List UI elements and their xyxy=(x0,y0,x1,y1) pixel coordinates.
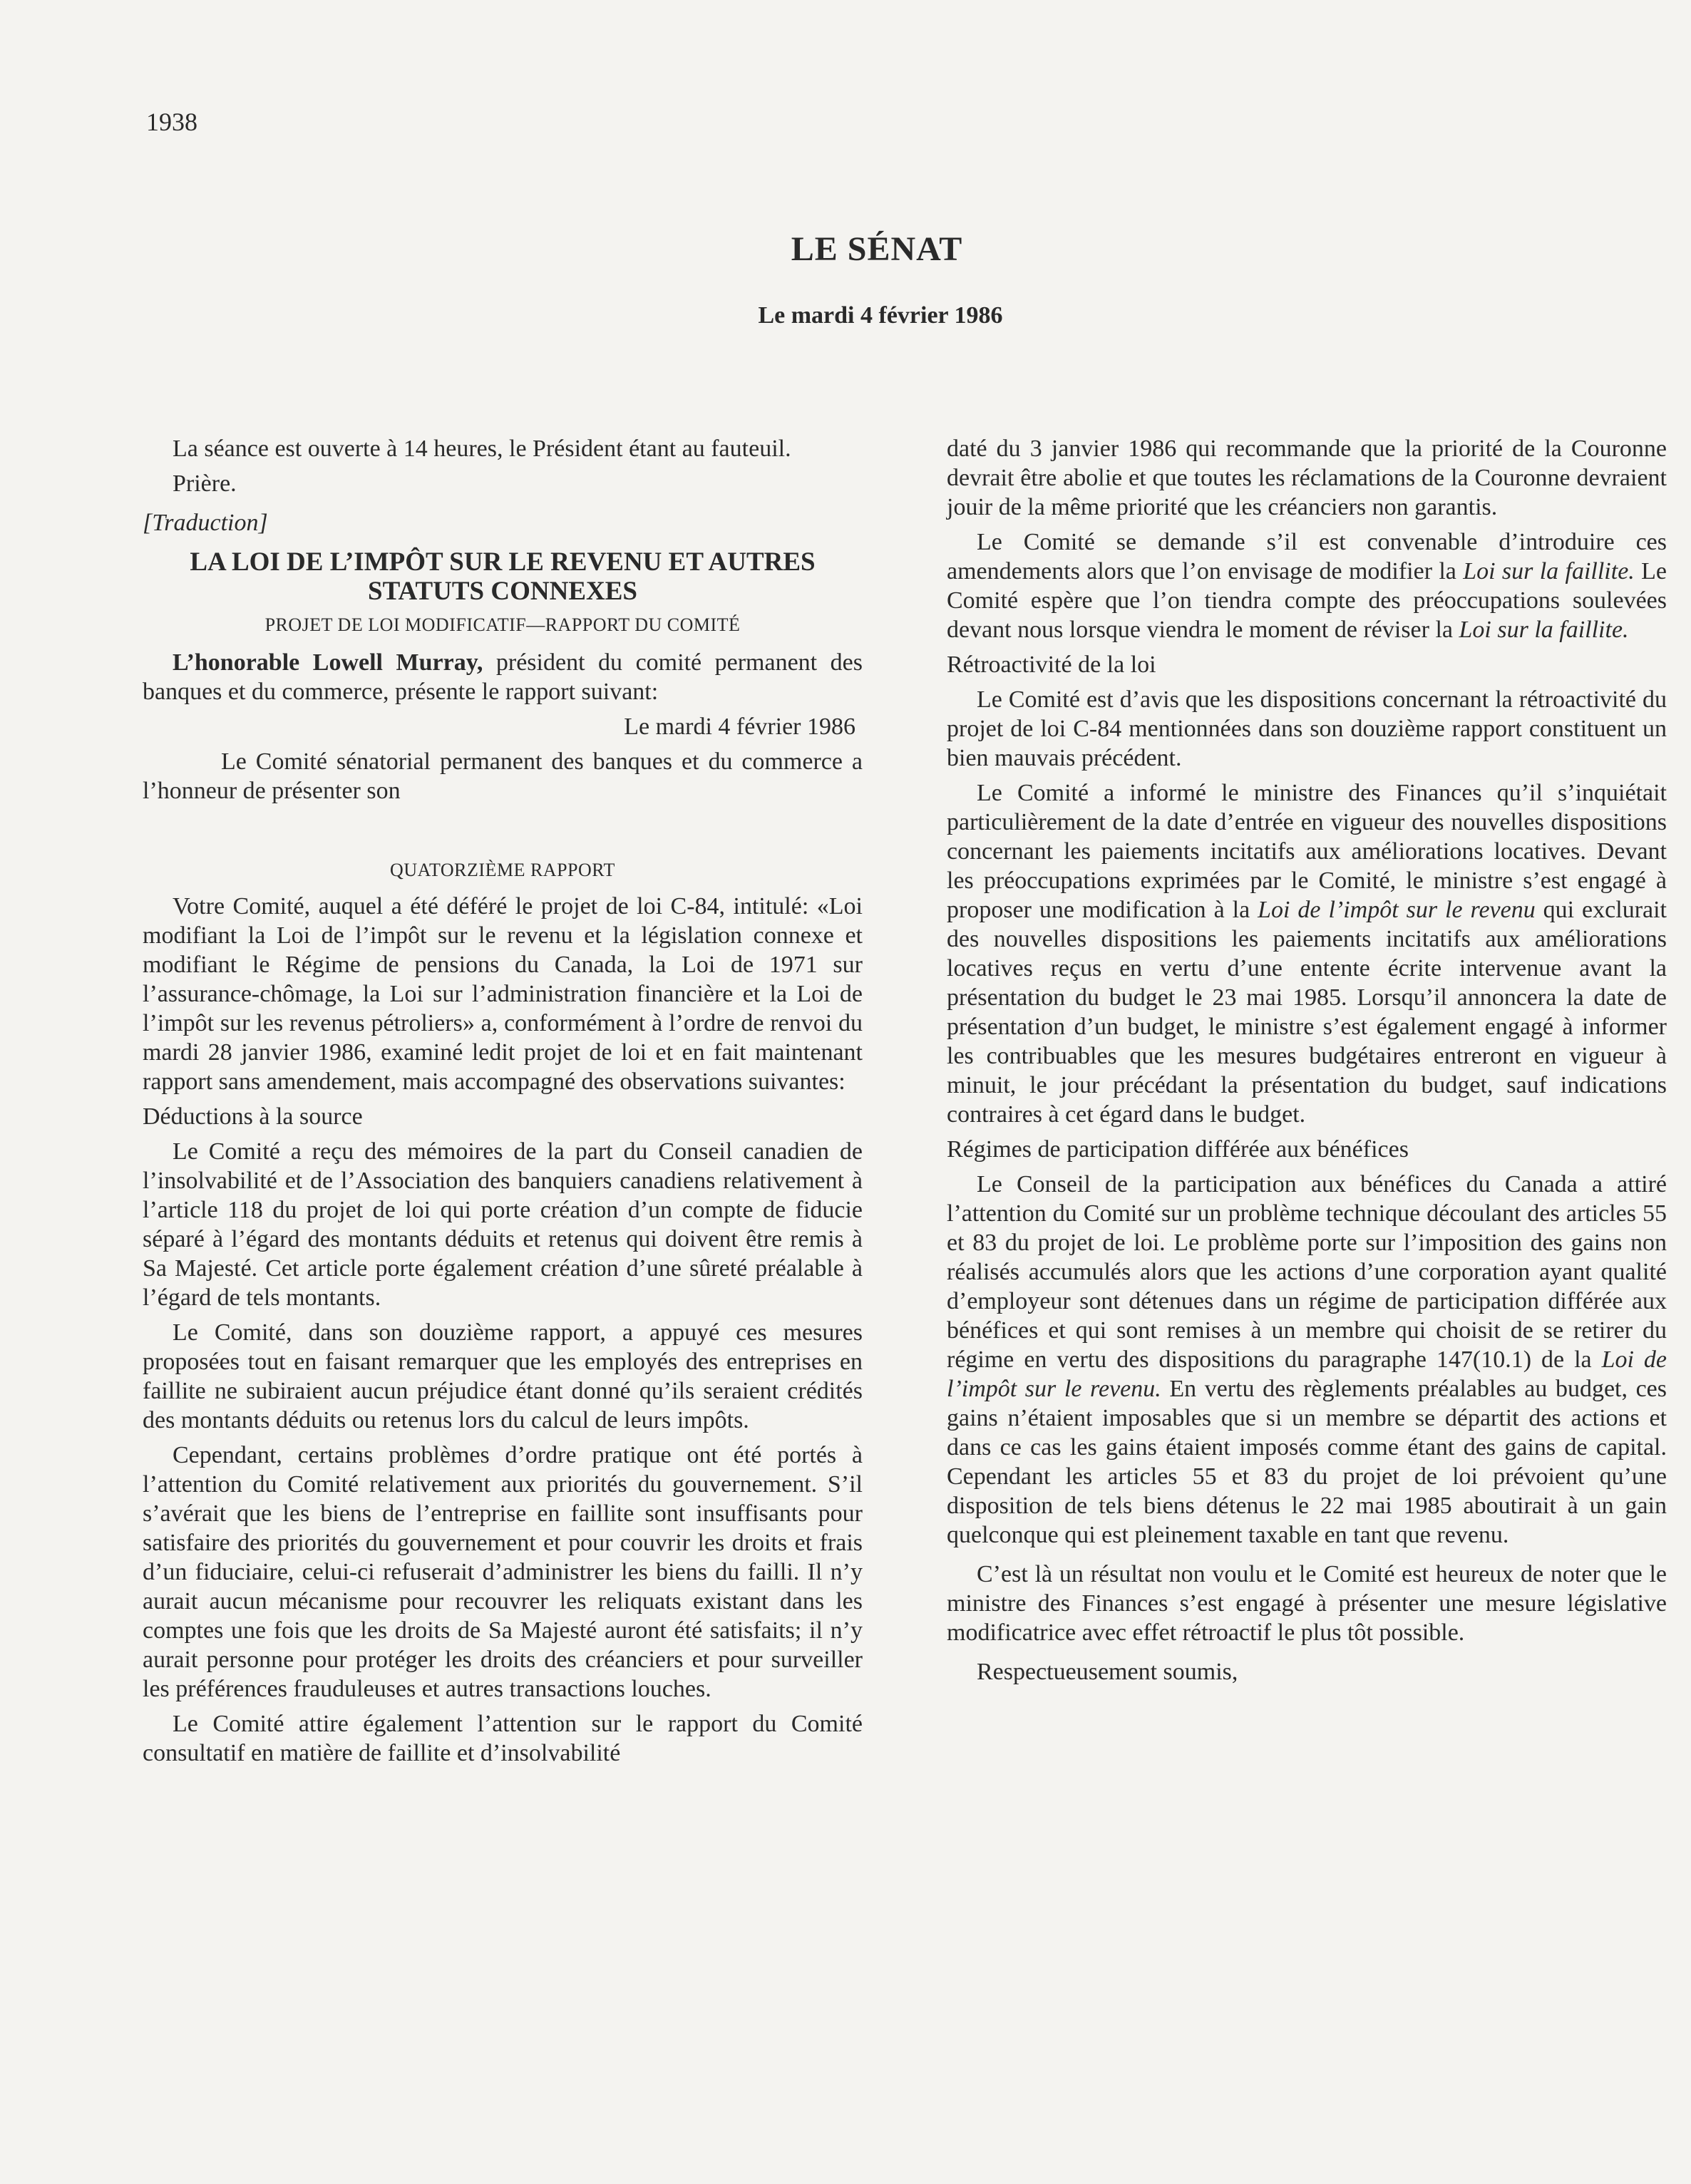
p10-text-a: Le Conseil de la participation aux bénéfices du Canada a attiré l’attention du Comité sur un problème technique découlant des articles 55 et 83 du projet de loi. Le problème porte sur l’imposition des gains non réalisés accumulés alors que les actions d’une corporation ayant qualité d’employeur sont détenues dans un régime de participation différée aux bénéfices et qui sont remises à un membre qui choisit de se retirer du régime en vertu des dispositions du paragraphe 147(10.1) de la xyxy=(947,1171,1667,1373)
p7-text-a: Le Comité se demande s’il est convenable d’introduire ces amendements alors que l’on envisage de modifier la xyxy=(947,529,1667,584)
opening-paragraph: La séance est ouverte à 14 heures, le Président étant au fauteuil. xyxy=(173,436,791,462)
left-column xyxy=(143,434,863,1773)
closing: Respectueusement soumis, xyxy=(977,1659,1238,1685)
report-date: Le mardi 4 février 1986 xyxy=(624,714,855,740)
speaker-name: L’honorable Lowell Murray, xyxy=(173,649,483,676)
subheading-deductions: Déductions à la source xyxy=(143,1103,363,1130)
report-intro: Le Comité sénatorial permanent des banques et du commerce a l’honneur de présenter son xyxy=(143,748,863,804)
traduction-text: [Traduction] xyxy=(143,510,268,536)
p9-italic: Loi de l’impôt sur le revenu xyxy=(1258,897,1536,923)
report-paragraph-9 xyxy=(947,778,1667,1129)
traduction-note xyxy=(143,508,863,537)
p10-text-b: En vertu des règlements préalables au budget, ces gains n’étaient imposables que si un membre se départit des actions et dans ce cas les gains étaient imposés comme étant des gains de capital. Cependant les articles 55 et 83 du projet de loi prévoient qu’une disposition de tels biens détenus le 22 mai 1985 aboutirait à un gain quelconque qui est pleinement taxable en tant que revenu. xyxy=(947,1376,1667,1548)
right-column xyxy=(947,434,1667,1692)
p7-italic-1: Loi sur la faillite. xyxy=(1463,558,1635,584)
subheading-regimes: Régimes de participation différée aux bénéfices xyxy=(947,1136,1409,1163)
report-paragraph-6: daté du 3 janvier 1986 qui recommande que la priorité de la Couronne devrait être abolie et que toutes les réclamations de la Couronne devraient jouir de la même priorité que les créanciers non garantis. xyxy=(947,436,1667,520)
subheading-retroactivite: Rétroactivité de la loi xyxy=(947,651,1156,678)
report-paragraph-1: Votre Comité, auquel a été déféré le projet de loi C-84, intitulé: «Loi modifiant la Loi de l’impôt sur le revenu et la législation connexe et modifiant le Régime de pensions du Canada, la Loi de 1971 sur l’assurance-chômage, la Loi sur l’administration financière et la Loi de l’impôt sur les revenus pétroliers» a, conformément à l’ordre de renvoi du mardi 28 janvier 1986, examiné ledit projet de loi et en fait maintenant rapport sans amendement, mais accompagné des observations suivantes: xyxy=(143,893,863,1095)
p9-text-a: Le Comité a informé le ministre des Finances qu’il s’inquiétait particulièrement de la date d’entrée en vigueur des nouvelles dispositions concernant les paiements incitatifs aux améliorations locatives. Devant les préoccupations exprimées par le Comité, le ministre s’est engagé à proposer une modification à la xyxy=(947,780,1667,923)
report-paragraph-2: Le Comité a reçu des mémoires de la part du Conseil canadien de l’insolvabilité et de l’Association des banquiers canadiens relativement à l’article 118 du projet de loi qui porte création d’un compte de fiducie séparé à l’égard des montants déduits et retenus qui doivent être remis à Sa Majesté. Cet article porte également création d’une sûreté préalable à l’égard de tels montants. xyxy=(143,1138,863,1311)
page-title: LE SÉNAT xyxy=(791,230,963,268)
p10-italic: Loi de l’impôt sur le revenu. xyxy=(947,1346,1667,1402)
report-paragraph-5: Le Comité attire également l’attention sur le rapport du Comité consultatif en matière de faillite et d’insolvabilité xyxy=(143,1711,863,1766)
report-paragraph-8: Le Comité est d’avis que les dispositions concernant la rétroactivité du projet de loi C-84 mentionnées dans son douzième rapport constituent un bien mauvais précédent. xyxy=(947,686,1667,771)
p7-italic-2: Loi sur la faillite. xyxy=(1459,617,1629,643)
report-paragraph-3: Le Comité, dans son douzième rapport, a appuyé ces mesures proposées tout en faisant remarquer que les employés des entreprises en faillite ne subiraient aucun préjudice étant donné qu’ils seraient crédités des montants déduits ou retenus lors du calcul de leurs impôts. xyxy=(143,1319,863,1433)
sitting-date: Le mardi 4 février 1986 xyxy=(758,302,1003,329)
report-paragraph-7 xyxy=(947,527,1667,644)
report-paragraph-10 xyxy=(947,1170,1667,1550)
speaker-paragraph xyxy=(143,648,863,706)
page-number: 1938 xyxy=(146,108,197,136)
p9-text-b: qui exclurait des nouvelles dispositions les paiements incitatifs aux améliorations locatives reçus en vertu d’une entente écrite intervenue avant la présentation du budget le 23 mai 1985. Lorsqu’il annoncera la date de présentation d’un budget, le ministre s’est également engagé à informer les contribuables que les mesures budgétaires entreront en vigueur à minuit, le jour précédant la présentation du budget, sauf indications contraires à cet égard dans le budget. xyxy=(947,897,1667,1128)
section-subtitle: PROJET DE LOI MODIFICATIF—RAPPORT DU COMITÉ xyxy=(264,614,741,635)
report-paragraph-4: Cependant, certains problèmes d’ordre pratique ont été portés à l’attention du Comité relativement aux priorités du gouvernement. S’il s’avérait que les biens de l’entreprise en faillite sont insuffisants pour satisfaire des priorités du gouvernement et pour couvrir les droits et frais d’un fiduciaire, celui-ci refuserait d’administrer les biens du failli. Il n’y aurait aucun mécanisme pour recouvrer les reliquats existant dans les comptes une fois que les droits de Sa Majesté auront été satisfaits; il n’y aurait personne pour protéger les droits des créanciers et pour surveiller les préférences frauduleuses et autres transactions louches. xyxy=(143,1442,863,1702)
report-heading: QUATORZIÈME RAPPORT xyxy=(390,860,615,880)
section-title: LA LOI DE L’IMPÔT SUR LE REVENU ET AUTRES STATUTS CONNEXES xyxy=(190,547,816,606)
p7-text-b: Le Comité espère que l’on tiendra compte des préoccupations soulevées devant nous lorsque viendra le moment de réviser la xyxy=(947,558,1667,643)
priere: Prière. xyxy=(173,470,237,497)
speaker-rest: président du comité permanent des banques et du commerce, présente le rapport suivant: xyxy=(143,649,863,705)
report-paragraph-11: C’est là un résultat non voulu et le Comité est heureux de noter que le ministre des Finances s’est engagé à présenter une mesure législative modificatrice avec effet rétroactif le plus tôt possible. xyxy=(947,1561,1667,1646)
